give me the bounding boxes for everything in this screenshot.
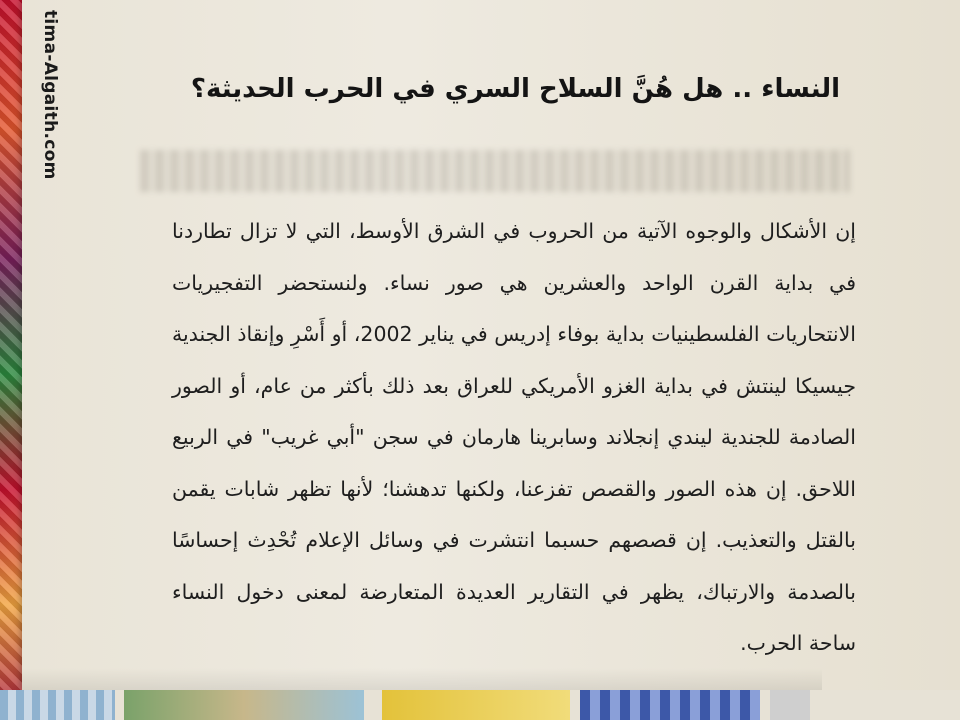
book-cover-thumbnail-5 [770,690,810,720]
book-cover-thumbnail-4 [580,690,760,720]
book-cover-thumbnail-1 [0,690,115,720]
page-edge-shadow [22,668,822,690]
blurred-text-line [140,150,850,192]
book-cover-thumbnail-2 [124,690,364,720]
book-cover-thumbnail-3 [382,690,570,720]
watermark-text: tima-Algaith.com [40,10,60,180]
chapter-title: النساء .. هل هُنَّ السلاح السري في الحرب الحديثة؟ [190,74,840,104]
body-paragraph: إن الأشكال والوجوه الآتية من الحروب في الشرق الأوسط، التي لا تزال تطاردنا في بداية القرن الواحد والعشرين هي صور نساء. ولنستحضر التفجيريات الانتحاريات الفلسطينيات بداية بوفاء إدريس في يناير 2002، أو أَسْرِ وإنقاذ الجندية جيسيكا لينتش في بداية الغزو الأمريكي للعراق بعد ذلك بأكثر من عام، أو الصور الصادمة للجندية ليندي إنجلاند وسابرينا هارمان في سجن "أبي غريب" في الربيع اللاحق. إن هذه الصور والقصص تفزعنا، ولكنها تدهشنا؛ لأنها تظهر شابات يقمن بالقتل والتعذيب. إن قصصهم حسبما انتشرت في وسائل الإعلام تُحْدِث إحساسًا بالصدمة والارتباك، يظهر في التقارير العديدة المتعارضة لمعنى دخول النساء ساحة الحرب. [172,219,856,655]
body-paragraph-container [172,206,856,670]
